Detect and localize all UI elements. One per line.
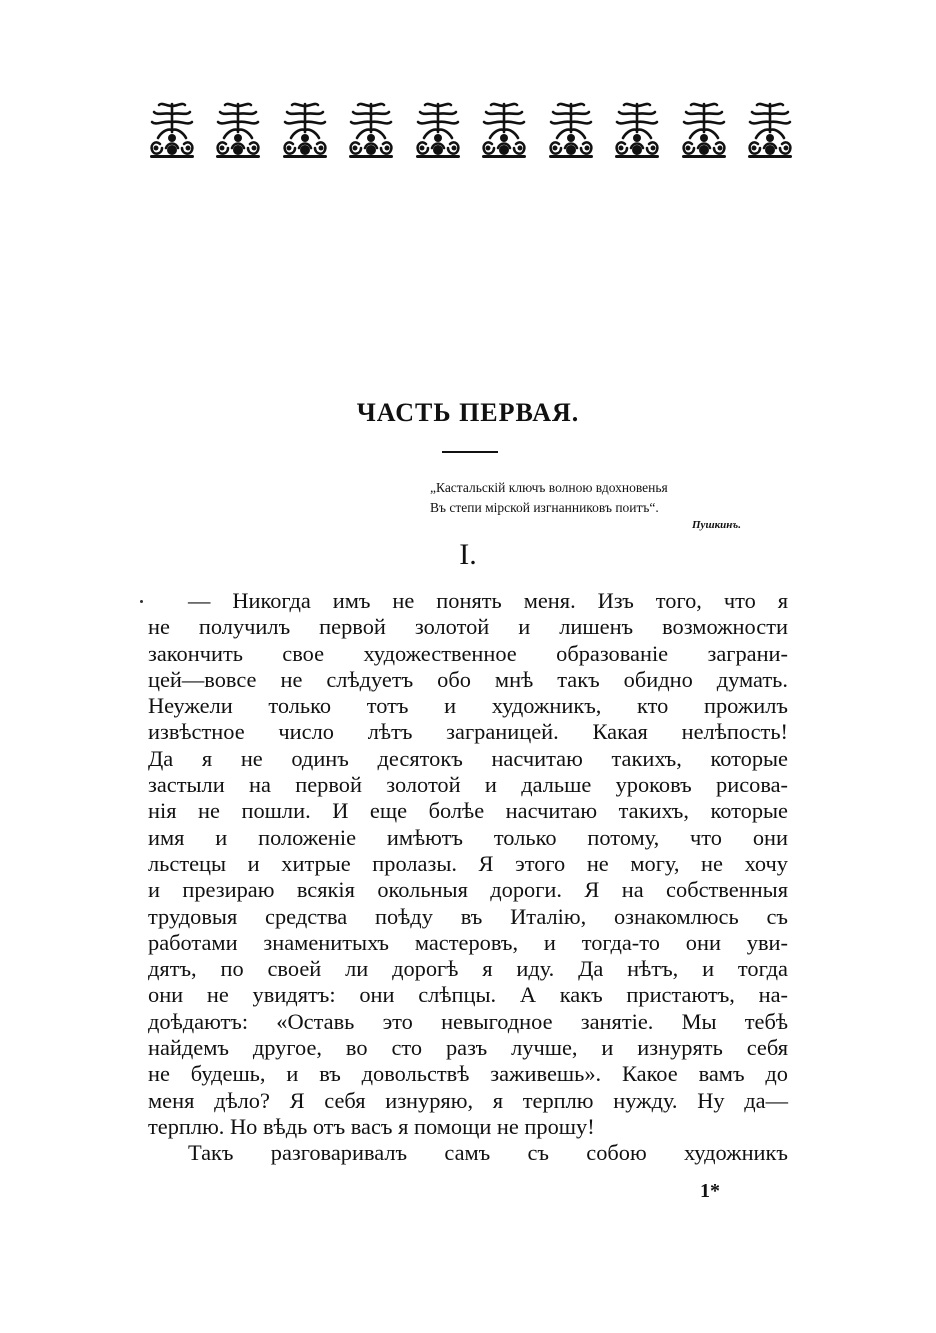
epigraph — [430, 478, 800, 518]
text-line: имя и положеніе имѣютъ только потому, что они — [148, 824, 788, 850]
ornament-icon — [678, 98, 730, 162]
text-line: трудовыя средства поѣду въ Италію, ознакомлюсь съ — [148, 903, 788, 929]
text-line: не будешь, и въ довольствѣ заживешь». Какое вамъ до — [148, 1061, 788, 1087]
text-line: льстецы и хитрые пролазы. Я этого не могу, не хочу — [148, 850, 788, 876]
body-text — [148, 588, 788, 1167]
text-line: работами знаменитыхъ мастеровъ, и тогда-то они уви- — [148, 929, 788, 955]
ornament-icon — [744, 98, 796, 162]
text-line: — Никогда имъ не понять меня. Изъ того, что я — [188, 588, 788, 613]
ornament-icon — [345, 98, 397, 162]
page-signature: 1* — [700, 1180, 720, 1202]
stray-mark — [140, 600, 143, 603]
ornament-icon — [412, 98, 464, 162]
ornament-icon — [146, 98, 198, 162]
text-line: доѣдаютъ: «Оставь это невыгодное занятіе. Мы тебѣ — [148, 1008, 788, 1034]
text-line: терплю. Но вѣдь отъ васъ я помощи не прошу! — [148, 1113, 595, 1139]
text-line: Да я не одинъ десятокъ насчитаю такихъ, которые — [148, 745, 788, 771]
chapter-number: I. — [459, 538, 477, 571]
text-line: найдемъ другое, во сто разъ лучше, и изнурять себя — [148, 1035, 788, 1061]
ornament-icon — [212, 98, 264, 162]
text-line: Такъ разговаривалъ самъ съ собою художникъ — [188, 1140, 788, 1166]
ornament-icon — [611, 98, 663, 162]
text-line: не получилъ первой золотой и лишенъ возможности — [148, 614, 788, 640]
ornament-icon — [279, 98, 331, 162]
epigraph-line: „Кастальскій ключъ волною вдохновенья — [430, 480, 668, 495]
title-rule — [442, 451, 498, 453]
ornament-icon — [478, 98, 530, 162]
part-title: ЧАСТЬ ПЕРВАЯ. — [356, 398, 580, 427]
ornament-header — [146, 98, 796, 162]
text-line: закончить свое художественное образованіе заграни- — [148, 640, 788, 666]
text-line: застыли на первой золотой и дальше уроковъ рисова- — [148, 772, 788, 798]
text-line: цей—вовсе не слѣдуетъ обо мнѣ такъ обидно думать. — [148, 666, 788, 692]
text-line: меня дѣло? Я себя изнуряю, я терплю нужду. Ну да— — [148, 1087, 788, 1113]
text-line: дятъ, по своей ли дорогѣ я иду. Да нѣтъ, и тогда — [148, 956, 788, 982]
epigraph-line: Въ степи мірской изгнанниковъ поитъ“. — [430, 500, 659, 515]
ornament-icon — [545, 98, 597, 162]
text-line: и презираю всякія окольныя дороги. Я на собственныя — [148, 877, 788, 903]
text-line: они не увидятъ: они слѣпцы. А какъ пристаютъ, на- — [148, 982, 788, 1008]
text-line: нія не пошли. И еще болѣе насчитаю такихъ, которые — [148, 798, 788, 824]
text-line: извѣстное число лѣтъ заграницей. Какая нелѣпость! — [148, 719, 788, 745]
epigraph-author: Пушкинъ. — [692, 519, 741, 531]
text-line: Неужели только тотъ и художникъ, кто прожилъ — [148, 693, 788, 719]
